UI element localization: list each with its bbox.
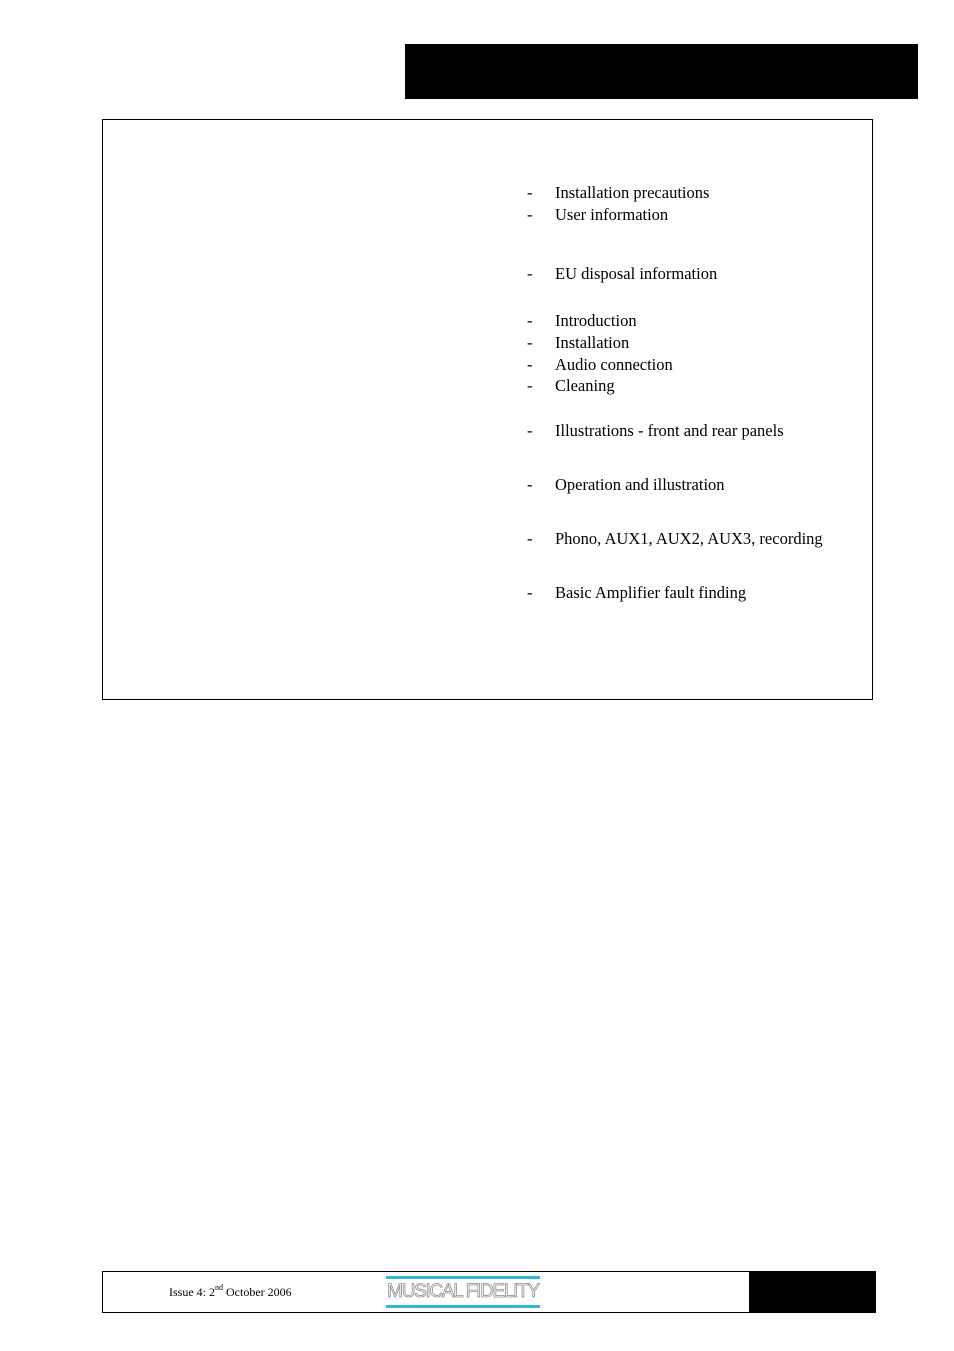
list-item-text: Audio connection bbox=[555, 355, 673, 374]
contents-box bbox=[102, 119, 873, 700]
list-dash: - bbox=[527, 475, 533, 494]
logo-top-rule bbox=[386, 1276, 540, 1279]
list-dash: - bbox=[527, 333, 533, 352]
header-bar bbox=[405, 44, 918, 99]
list-item-text: EU disposal information bbox=[555, 264, 718, 283]
musical-fidelity-logo bbox=[386, 1276, 540, 1308]
list-dash: - bbox=[527, 583, 533, 602]
list-dash: - bbox=[527, 311, 533, 330]
list-item-text: Introduction bbox=[555, 311, 637, 330]
page-number-block bbox=[749, 1271, 876, 1313]
logo-wordmark: MUSICAL FIDELITY bbox=[387, 1281, 539, 1302]
list-item-text: Operation and illustration bbox=[555, 475, 725, 494]
list-dash: - bbox=[527, 529, 533, 548]
page-footer bbox=[102, 1271, 875, 1313]
list-dash: - bbox=[527, 183, 533, 202]
list-dash: - bbox=[527, 376, 533, 395]
list-item-text: User information bbox=[555, 205, 669, 224]
list-item-text: Phono, AUX1, AUX2, AUX3, recording bbox=[555, 529, 823, 548]
list-dash: - bbox=[527, 205, 533, 224]
list-item-text: Illustrations - front and rear panels bbox=[555, 421, 784, 440]
issue-month-year: October 2006 bbox=[226, 1285, 292, 1299]
list-item-text: Basic Amplifier fault finding bbox=[555, 583, 747, 602]
logo-bottom-rule bbox=[386, 1305, 540, 1308]
list-dash: - bbox=[527, 421, 533, 440]
list-dash: - bbox=[527, 355, 533, 374]
issue-date bbox=[169, 1284, 292, 1300]
list-dash: - bbox=[527, 264, 533, 283]
list-item-text: Installation bbox=[555, 333, 630, 352]
issue-ordinal: nd bbox=[215, 1283, 223, 1292]
issue-prefix: Issue 4: 2 bbox=[169, 1285, 215, 1299]
list-item-text: Installation precautions bbox=[555, 183, 710, 202]
list-item-text: Cleaning bbox=[555, 376, 615, 395]
